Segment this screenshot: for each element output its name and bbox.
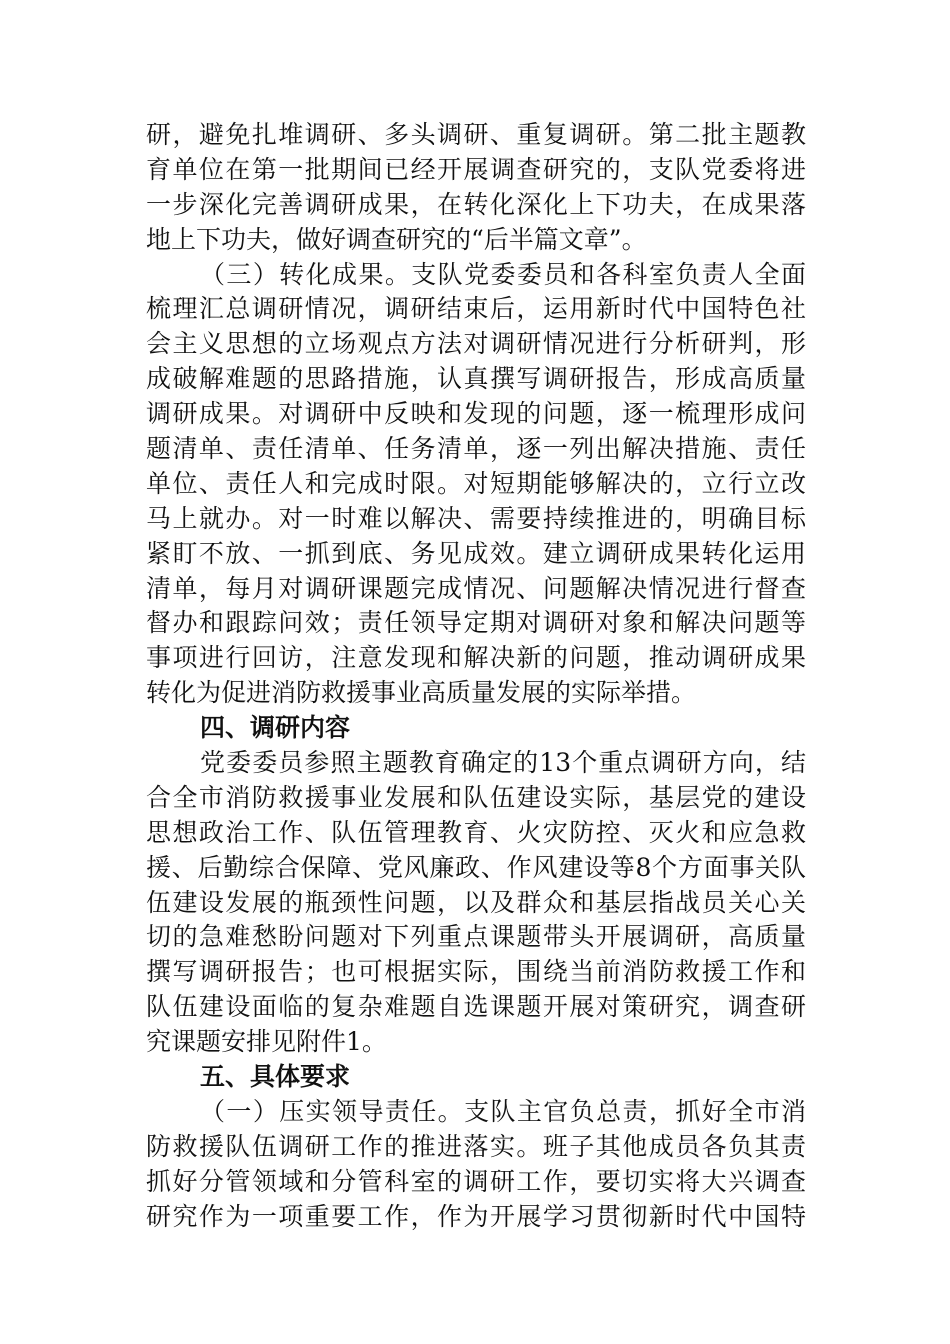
paragraph-line: 党委委员参照主题教育确定的13个重点调研方向，结 [200, 748, 806, 778]
paragraph-line: （一）压实领导责任。支队主官负总责，抓好全市消 [200, 1096, 806, 1126]
paragraph-line: 调研成果。对调研中反映和发现的问题，逐一梳理形成问 [146, 399, 806, 429]
paragraph-line: 合全市消防救援事业发展和队伍建设实际，基层党的建设 [146, 782, 806, 812]
paragraph-line: 撰写调研报告；也可根据实际，围绕当前消防救援工作和 [146, 957, 806, 987]
paragraph-line: 会主义思想的立场观点方法对调研情况进行分析研判，形 [146, 329, 806, 359]
paragraph-line: 思想政治工作、队伍管理教育、火灾防控、灭火和应急救 [146, 817, 806, 847]
paragraph-line: 切的急难愁盼问题对下列重点课题带头开展调研，高质量 [146, 922, 806, 952]
paragraph-line: 育单位在第一批期间已经开展调查研究的，支队党委将进 [146, 154, 806, 184]
document-body [146, 118, 806, 1235]
paragraph-line: 究课题安排见附件1。 [146, 1027, 387, 1057]
paragraph-line: 地上下功夫，做好调查研究的“后半篇文章”。 [146, 224, 647, 254]
paragraph-line: 抓好分管领域和分管科室的调研工作，要切实将大兴调查 [146, 1166, 806, 1196]
paragraph-line: 事项进行回访，注意发现和解决新的问题，推动调研成果 [146, 643, 806, 673]
section-heading: 五、具体要求 [200, 1062, 351, 1092]
paragraph-line: 成破解难题的思路措施，认真撰写调研报告，形成高质量 [146, 364, 806, 394]
paragraph-line: 研究作为一项重要工作，作为开展学习贯彻新时代中国特 [146, 1201, 806, 1231]
paragraph-line: 防救援队伍调研工作的推进落实。班子其他成员各负其责 [146, 1131, 806, 1161]
paragraph-line: 紧盯不放、一抓到底、务见成效。建立调研成果转化运用 [146, 538, 806, 568]
paragraph-line: 督办和跟踪问效；责任领导定期对调研对象和解决问题等 [146, 608, 806, 638]
paragraph-line: 题清单、责任清单、任务清单，逐一列出解决措施、责任 [146, 434, 806, 464]
paragraph-line: 伍建设发展的瓶颈性问题，以及群众和基层指战员关心关 [146, 887, 806, 917]
paragraph-line: 一步深化完善调研成果，在转化深化上下功夫，在成果落 [146, 189, 806, 219]
section-heading: 四、调研内容 [200, 713, 351, 743]
paragraph-line: 援、后勤综合保障、党风廉政、作风建设等8个方面事关队 [146, 852, 806, 882]
paragraph-line: 转化为促进消防救援事业高质量发展的实际举措。 [146, 678, 697, 708]
paragraph-line: 清单，每月对调研课题完成情况、问题解决情况进行督查 [146, 573, 806, 603]
paragraph-line: （三）转化成果。支队党委委员和各科室负责人全面 [200, 259, 806, 289]
paragraph-line: 队伍建设面临的复杂难题自选课题开展对策研究，调查研 [146, 992, 806, 1022]
paragraph-line: 梳理汇总调研情况，调研结束后，运用新时代中国特色社 [146, 294, 806, 324]
paragraph-line: 研，避免扎堆调研、多头调研、重复调研。第二批主题教 [146, 120, 806, 149]
paragraph-line: 马上就办。对一时难以解决、需要持续推进的，明确目标 [146, 503, 806, 533]
paragraph-line: 单位、责任人和完成时限。对短期能够解决的，立行立改 [146, 468, 806, 498]
